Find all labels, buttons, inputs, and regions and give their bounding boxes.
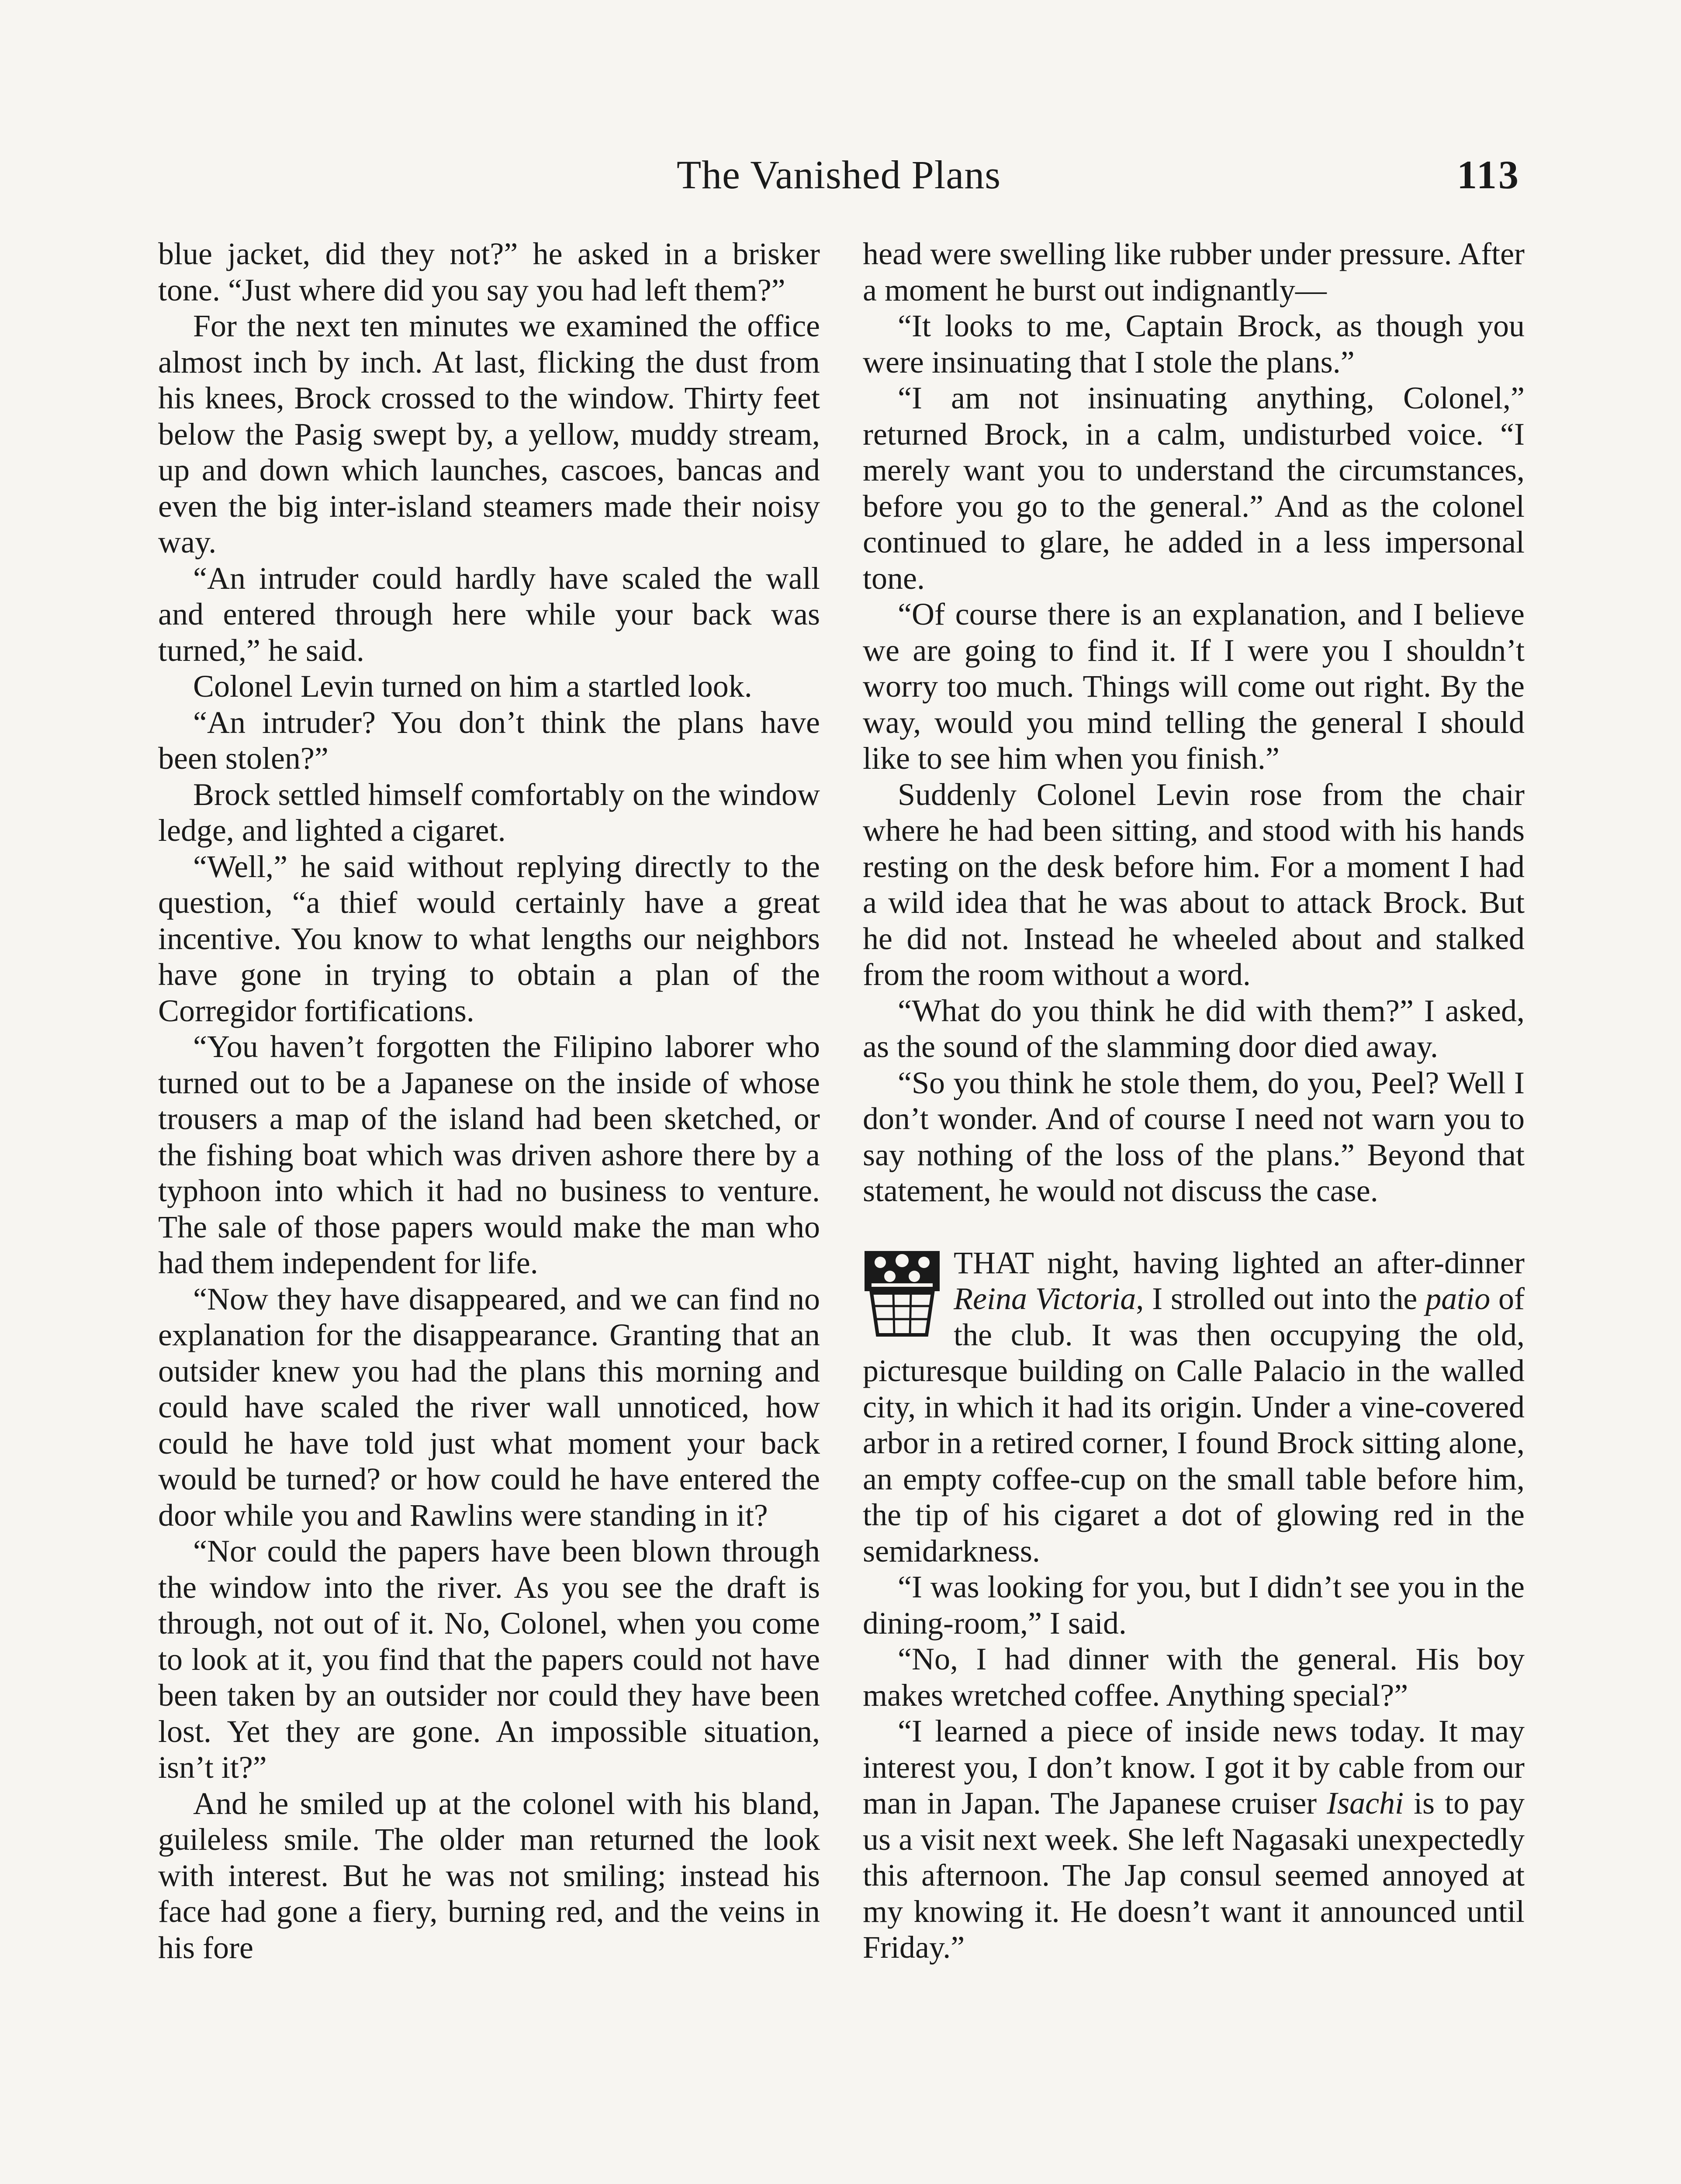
section-break xyxy=(863,1209,1525,1245)
paragraph: Suddenly Colonel Levin rose from the chair where he had been sitting, and stood with his hands resting on the desk before him. For a moment I had a wild idea that he was about to attack Brock. But he did not. Instead he wheeled about and stalked from the room without a word. xyxy=(863,777,1525,992)
paragraph: “No, I had dinner with the general. His boy makes wretched coffee. Anything special?” xyxy=(863,1641,1525,1713)
section-opening-rest: of the club. It was then occupying the old, picturesque building on Calle Palacio in the walled city, in which it had its origin. Under a vine-covered arbor in a retired corner, I found Brock sitting alone, an empty coffee-cup on the small table before him, the tip of his cigaret a dot of glowing red in the semidarkness. xyxy=(863,1281,1525,1569)
paragraph: “Now they have disappeared, and we can find no explanation for the disappearance. Granting that an outsider knew you had the plans this morning and could have scaled the river wall unnoticed, how could he have told just what moment your back would be turned? or how could he have entered the door while you and Rawlins were standing in it? xyxy=(158,1281,820,1533)
ornamental-planter-icon xyxy=(863,1249,941,1337)
paragraph: “So you think he stole them, do you, Peel? Well I don’t wonder. And of course I need not warn you to say nothing of the loss of the plans.” Beyond that statement, he would not discuss the case. xyxy=(863,1065,1525,1208)
paragraph: blue jacket, did they not?” he asked in a brisker tone. “Just where did you say you had left them?” xyxy=(158,236,820,308)
paragraph: “I am not insinuating anything, Colonel,” returned Brock, in a calm, undisturbed voice. “I merely want you to understand the circumstances, before you go to the general.” And as the colonel continued to glare, he added in a less impersonal tone. xyxy=(863,380,1525,596)
paragraph: head were swelling like rubber under pressure. After a moment he burst out indignantly— xyxy=(863,236,1525,308)
cruiser-name: Isachi xyxy=(1327,1786,1404,1821)
section-opening-mid: , I strolled out into the xyxy=(1136,1281,1426,1316)
paragraph: Brock settled himself comfortably on the window ledge, and lighted a cigaret. xyxy=(158,777,820,848)
paragraph: “Nor could the papers have been blown through the window into the river. As you see the draft is through, not out of it. No, Colonel, when you come to look at it, you find that the papers could not have been taken by an outsider nor could they have been lost. Yet they are gone. An impossible situation, isn’t it?” xyxy=(158,1534,820,1785)
paragraph: “An intruder could hardly have scaled the wall and entered through here while your back was turned,” he said. xyxy=(158,560,820,668)
paragraph: “I was looking for you, but I didn’t see you in the dining-room,” I said. xyxy=(863,1569,1525,1641)
paragraph: “Of course there is an explanation, and I believe we are going to find it. If I were you I shouldn’t worry too much. Things will come out right. By the way, would you mind telling the general I should like to see him when you finish.” xyxy=(863,597,1525,776)
last-paragraph-lead: “I learned a piece of inside news today. It may interest you, I don’t know. I got it by cable from our man in Japan. The Japanese cruiser xyxy=(863,1714,1525,1821)
right-column xyxy=(863,236,1525,1966)
section-opening-lead: THAT night, having lighted an after-dinner xyxy=(954,1245,1525,1280)
page-number: 113 xyxy=(1457,152,1520,197)
running-header xyxy=(157,144,1520,214)
last-paragraph-rest: is to pay us a visit next week. She left Nagasaki unexpectedly this afternoon. The Jap consul seemed annoyed at my knowing it. He doesn’t want it announced until Friday.” xyxy=(863,1786,1525,1965)
patio-word: patio xyxy=(1425,1281,1491,1316)
paragraph: For the next ten minutes we examined the office almost inch by inch. At last, flicking the dust from his knees, Brock crossed to the window. Thirty feet below the Pasig swept by, a yellow, muddy stream, up and down which launches, cascoes, bancas and even the big inter-island steamers made their noisy way. xyxy=(158,308,820,560)
paragraph: Colonel Levin turned on him a startled look. xyxy=(193,669,752,704)
paragraph: “What do you think he did with them?” I asked, as the sound of the slamming door died away. xyxy=(863,993,1525,1064)
paragraph: “You haven’t forgotten the Filipino laborer who turned out to be a Japanese on the inside of whose trousers a map of the island had been sketched, or the fishing boat which was driven ashore there by a typhoon into which it had no business to venture. The sale of those papers would make the man who had them independent for life. xyxy=(158,1029,820,1280)
paragraph: And he smiled up at the colonel with his bland, guileless smile. The older man returned the look with interest. But he was not smiling; instead his face had gone a fiery, burning red, and the veins in his fore xyxy=(158,1786,820,1965)
paragraph: “An intruder? You don’t think the plans have been stolen?” xyxy=(158,705,820,776)
paragraph xyxy=(863,1713,1525,1966)
paragraph: “Well,” he said without replying directly to the question, “a thief would certainly have a great incentive. You know to what lengths our neighbors have gone in trying to obtain a plan of the Corregidor fortifications. xyxy=(158,849,820,1028)
page-title: The Vanished Plans xyxy=(676,152,1001,197)
left-column xyxy=(158,236,820,1966)
cigar-brand-name: Reina Victoria xyxy=(954,1281,1136,1316)
paragraph: “It looks to me, Captain Brock, as though you were insinuating that I stole the plans.” xyxy=(863,308,1525,380)
section-opening-paragraph xyxy=(863,1245,1525,1569)
